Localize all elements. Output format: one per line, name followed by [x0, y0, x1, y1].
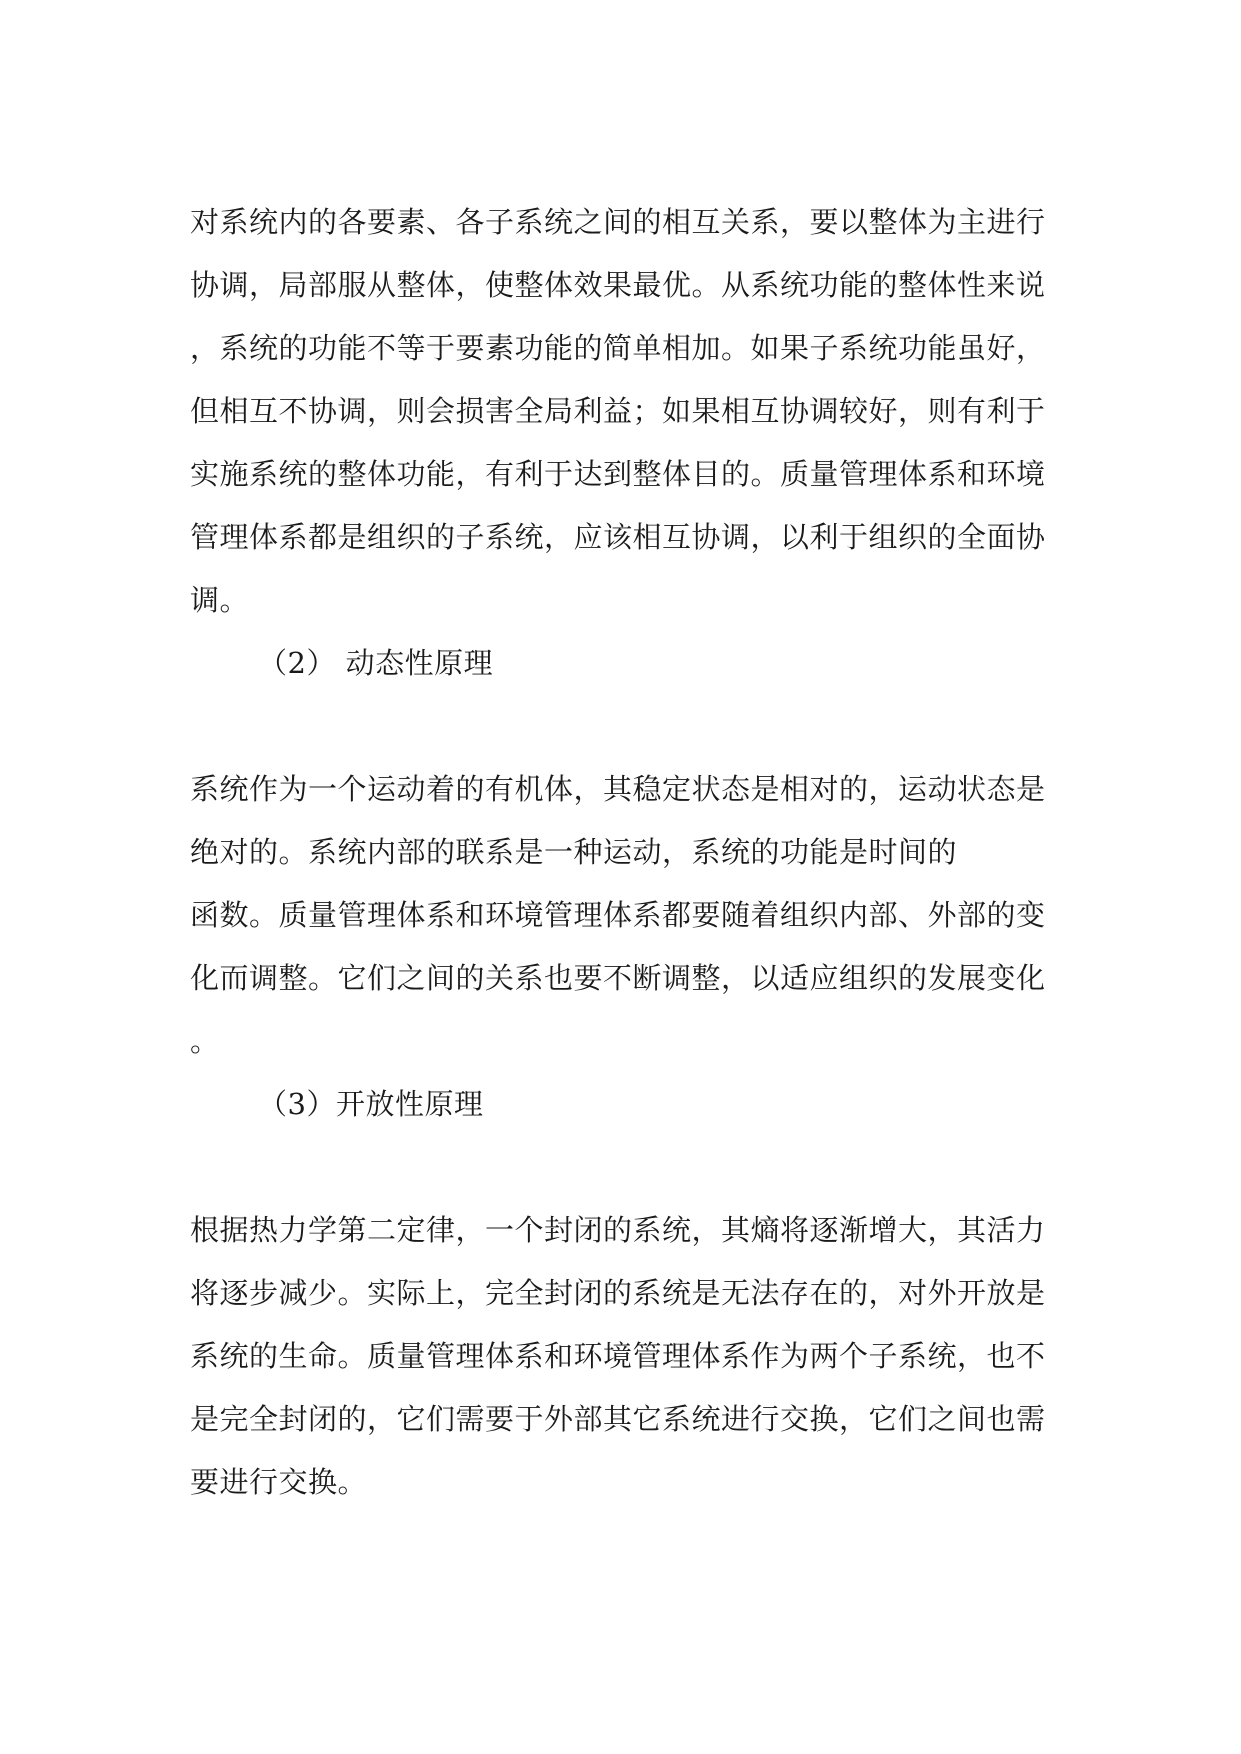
text-line: 将逐步减少。实际上，完全封闭的系统是无法存在的，对外开放是 [190, 1276, 1046, 1310]
text-line: 根据热力学第二定律，一个封闭的系统，其熵将逐渐增大，其活力 [190, 1213, 1046, 1247]
text-line: 是完全封闭的，它们需要于外部其它系统进行交换，它们之间也需 [190, 1402, 1046, 1436]
text-line: 管理体系都是组织的子系统，应该相互协调，以利于组织的全面协 [190, 520, 1046, 554]
text-line: 实施系统的整体功能，有利于达到整体目的。质量管理体系和环境 [190, 457, 1046, 491]
text-line: 系统作为一个运动着的有机体，其稳定状态是相对的，运动状态是 [190, 772, 1046, 806]
text-line: 协调，局部服从整体，使整体效果最优。从系统功能的整体性来说 [190, 268, 1046, 302]
text-line: 要进行交换。 [190, 1465, 368, 1499]
text-line: 函数。质量管理体系和环境管理体系都要随着组织内部、外部的变 [190, 898, 1046, 932]
text-line: 但相互不协调，则会损害全局利益；如果相互协调较好，则有利于 [190, 394, 1046, 428]
section-heading-dynamic: （2） 动态性原理 [258, 646, 494, 680]
text-line: 系统的生命。质量管理体系和环境管理体系作为两个子系统，也不 [190, 1339, 1046, 1373]
text-line: 绝对的。系统内部的联系是一种运动，系统的功能是时间的 [190, 835, 958, 869]
text-line: 调。 [190, 583, 250, 617]
section-heading-openness: （3）开放性原理 [258, 1087, 484, 1121]
text-line: ，系统的功能不等于要素功能的简单相加。如果子系统功能虽好， [190, 331, 1046, 365]
text-line: 对系统内的各要素、各子系统之间的相互关系，要以整体为主进行 [190, 205, 1046, 239]
text-line: 。 [190, 1024, 220, 1058]
text-line: 化而调整。它们之间的关系也要不断调整，以适应组织的发展变化 [190, 961, 1046, 995]
